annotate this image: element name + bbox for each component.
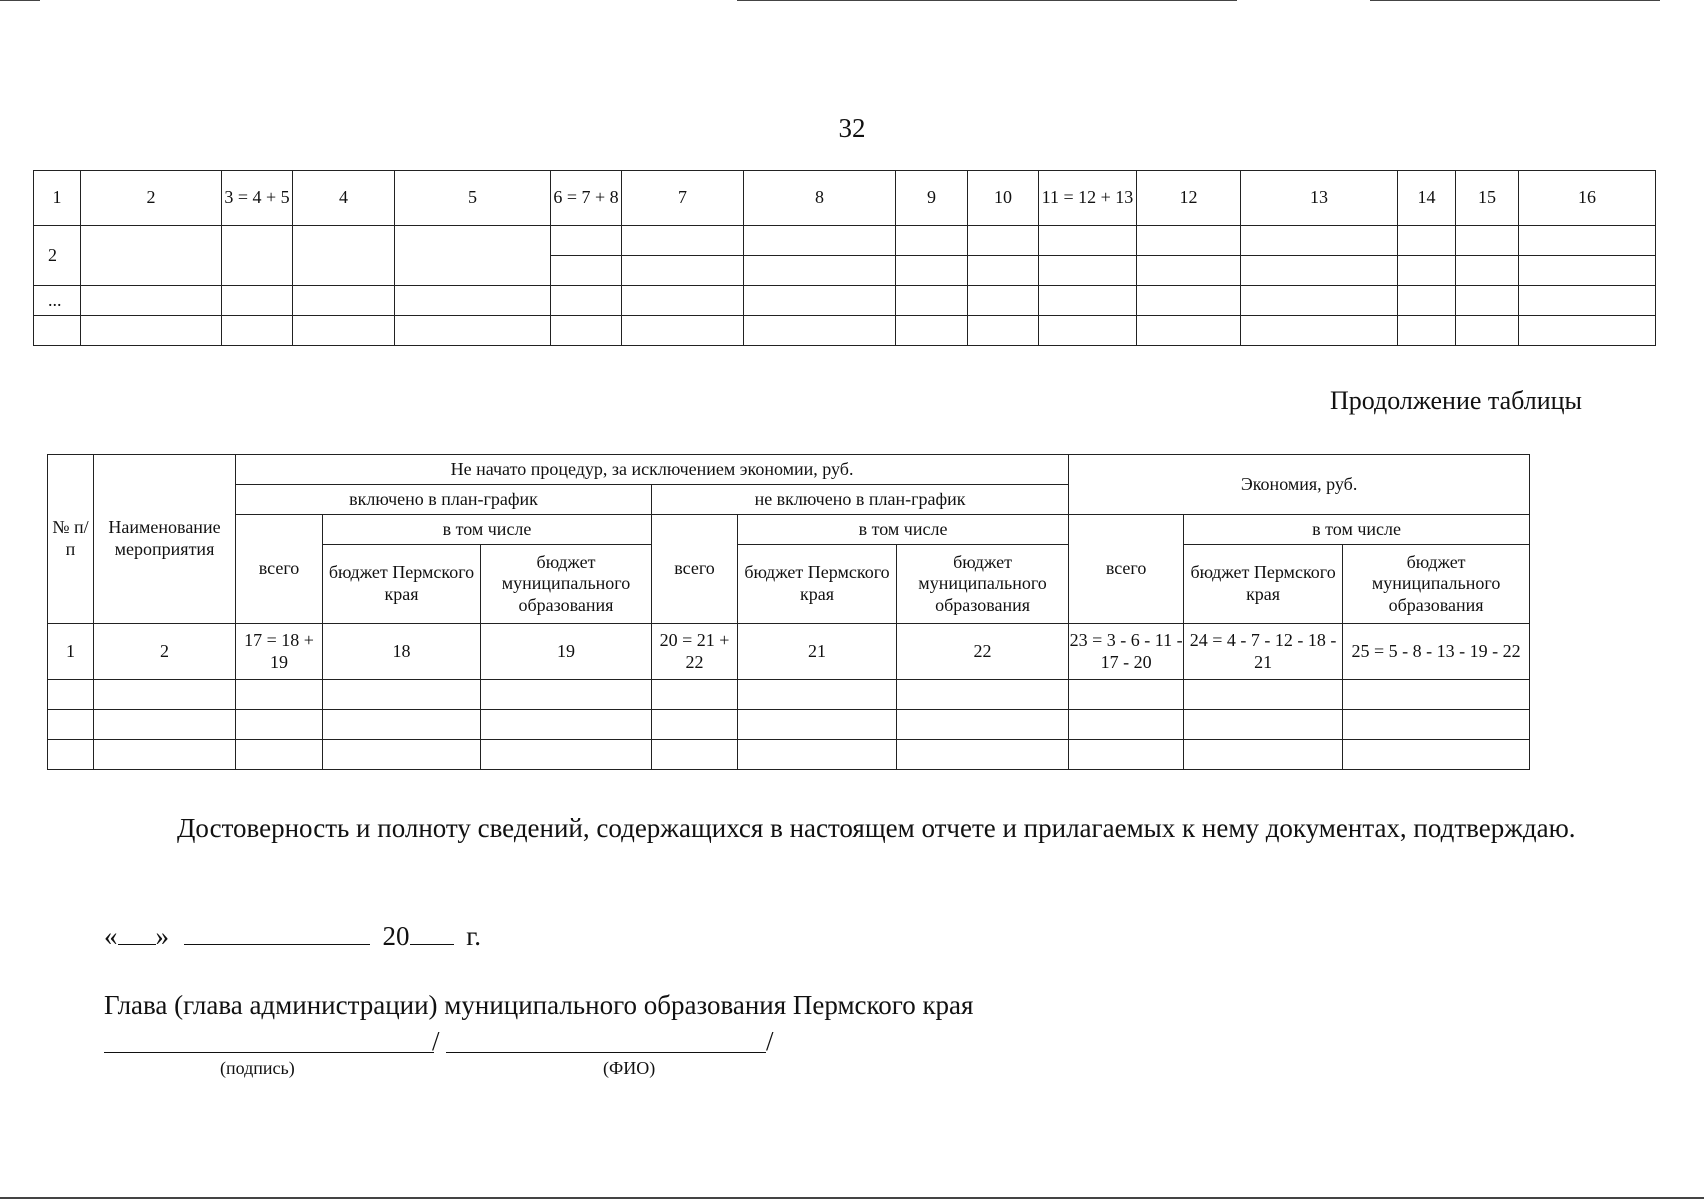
header-cell: 14	[1398, 171, 1456, 226]
number-cell: 25 = 5 - 8 - 13 - 19 - 22	[1343, 624, 1530, 680]
header-cell: 12	[1137, 171, 1241, 226]
day-blank[interactable]	[118, 920, 156, 945]
number-cell: 21	[738, 624, 897, 680]
continuation-label: Продолжение таблицы	[1330, 386, 1582, 415]
number-cell: 18	[323, 624, 481, 680]
table-row	[48, 740, 1530, 770]
header-cell: 1	[34, 171, 81, 226]
in-that-number-header: в том числе	[323, 515, 652, 545]
subgroup-included-header: включено в план-график	[236, 485, 652, 515]
table-row	[48, 710, 1530, 740]
signature-caption: (подпись)	[220, 1058, 295, 1078]
column-numbers-row	[48, 624, 1530, 680]
total-header: всего	[236, 515, 323, 624]
header-cell: 16	[1519, 171, 1656, 226]
header-cell: 4	[293, 171, 395, 226]
signature-line[interactable]	[104, 1052, 434, 1053]
header-cell: 8	[744, 171, 896, 226]
number-cell: 24 = 4 - 7 - 12 - 18 - 21	[1184, 624, 1343, 680]
full-name-line[interactable]	[446, 1052, 766, 1053]
table-row	[34, 316, 1656, 346]
header-cell: 15	[1456, 171, 1519, 226]
name-caption: (ФИО)	[603, 1058, 656, 1078]
number-cell: 17 = 18 + 19	[236, 624, 323, 680]
number-cell: 23 = 3 - 6 - 11 - 17 - 20	[1069, 624, 1184, 680]
group-economy-header: Экономия, руб.	[1069, 455, 1530, 515]
budget-region-header: бюджет Пермского края	[323, 545, 481, 624]
budget-region-header: бюджет Пермского края	[1184, 545, 1343, 624]
scan-edge-line	[0, 1197, 1704, 1199]
date-line	[104, 920, 481, 952]
table-row	[48, 680, 1530, 710]
number-cell: 1	[48, 624, 94, 680]
certification-text: Достоверность и полноту сведений, содержащихся в настоящем отчете и прилагаемых к нему документах, подтверждаю.	[177, 813, 1576, 843]
close-quote: »	[155, 921, 169, 951]
separator-slash: /	[432, 1026, 440, 1056]
separator-slash: /	[766, 1026, 774, 1056]
budget-region-header: бюджет Пермского края	[738, 545, 897, 624]
header-cell: 11 = 12 + 13	[1039, 171, 1137, 226]
open-quote: «	[104, 921, 118, 951]
scan-edge-line	[0, 0, 40, 1]
year-prefix: 20	[382, 921, 410, 951]
head-title: Глава (глава администрации) муниципального образования Пермского края	[104, 990, 974, 1020]
subgroup-not-included-header: не включено в план-график	[652, 485, 1069, 515]
col-name-header: Наименование мероприятия	[94, 455, 236, 624]
total-header: всего	[652, 515, 738, 624]
header-cell: 13	[1241, 171, 1398, 226]
year-suffix: г.	[466, 921, 482, 951]
header-cell: 9	[896, 171, 968, 226]
number-cell: 2	[94, 624, 236, 680]
year-blank[interactable]	[410, 920, 454, 945]
page-number: 32	[838, 113, 866, 143]
number-cell: 19	[481, 624, 652, 680]
in-that-number-header: в том числе	[1184, 515, 1530, 545]
table-row	[34, 286, 1656, 316]
row-label: 2	[34, 226, 81, 286]
number-cell: 20 = 21 + 22	[652, 624, 738, 680]
header-cell: 7	[622, 171, 744, 226]
header-cell: 3 = 4 + 5	[222, 171, 293, 226]
header-cell: 2	[81, 171, 222, 226]
table-header-row	[34, 171, 1656, 226]
header-cell: 10	[968, 171, 1039, 226]
group-not-started-header: Не начато процедур, за исключением экономии, руб.	[236, 455, 1069, 485]
budget-municipal-header: бюджет муниципального образования	[897, 545, 1069, 624]
header-cell: 5	[395, 171, 551, 226]
number-cell: 22	[897, 624, 1069, 680]
budget-municipal-header: бюджет муниципального образования	[481, 545, 652, 624]
continuation-table	[47, 454, 1530, 770]
col-number-header: № п/п	[48, 455, 94, 624]
in-that-number-header: в том числе	[738, 515, 1069, 545]
top-table	[33, 170, 1656, 346]
row-label: ...	[34, 286, 81, 316]
month-blank[interactable]	[184, 920, 370, 945]
scan-edge-line	[1370, 0, 1660, 1]
table-row	[34, 226, 1656, 256]
header-cell: 6 = 7 + 8	[551, 171, 622, 226]
scan-edge-line	[737, 0, 1237, 1]
total-header: всего	[1069, 515, 1184, 624]
budget-municipal-header: бюджет муниципального образования	[1343, 545, 1530, 624]
